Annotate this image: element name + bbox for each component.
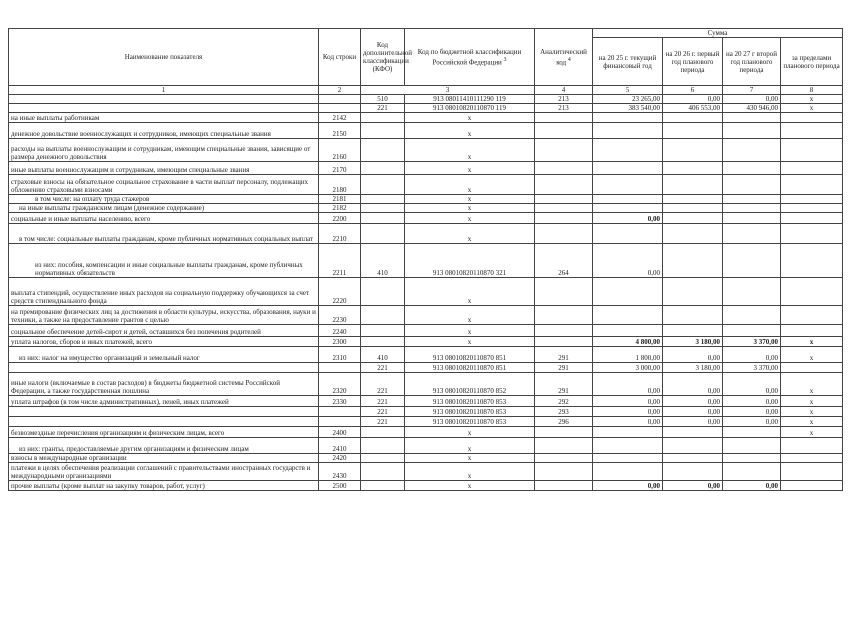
col-header-beyond: за пределами планового периода	[781, 38, 843, 86]
row-kfo	[361, 123, 405, 139]
row-sum-beyond: x	[781, 373, 843, 396]
row-sum-year-2	[663, 224, 723, 244]
table-row	[9, 417, 843, 427]
row-sum-year-2	[663, 306, 723, 325]
row-sum-beyond	[781, 162, 843, 175]
row-name: из них: пособия, компенсации и иные социальные выплаты гражданам, кроме публичных нормативных обязательств	[9, 244, 319, 278]
row-sum-beyond	[781, 463, 843, 481]
row-analytic-code: 296	[535, 417, 593, 427]
row-sum-year-2	[663, 325, 723, 337]
table-row	[9, 373, 843, 396]
row-analytic-code	[535, 195, 593, 204]
row-budget-code: x	[405, 306, 535, 325]
table-row	[9, 195, 843, 204]
row-kfo: 510	[361, 95, 405, 104]
row-sum-year-3	[723, 454, 781, 463]
row-sum-year-3	[723, 162, 781, 175]
col-num-4: 4	[535, 86, 593, 95]
row-analytic-code	[535, 325, 593, 337]
row-budget-code: 913 08010820110870 851	[405, 363, 535, 373]
row-sum-year-2: 0,00	[663, 347, 723, 363]
budget-table	[8, 28, 843, 491]
col-header-budget-code: Код по бюджетной классификации Российской Федерации $^3$	[405, 29, 535, 86]
row-sum-year-2	[663, 139, 723, 162]
col-num-2: 2	[319, 86, 361, 95]
row-sum-beyond	[781, 438, 843, 454]
row-name: на иные выплаты гражданским лицам (денежное содержание)	[9, 204, 319, 213]
row-sum-year-1: 0,00	[593, 481, 663, 491]
row-sum-year-1	[593, 438, 663, 454]
row-sum-year-3: 0,00	[723, 407, 781, 417]
row-sum-year-2	[663, 463, 723, 481]
row-line-code: 2310	[319, 347, 361, 363]
row-sum-year-3: 0,00	[723, 417, 781, 427]
row-sum-year-1	[593, 204, 663, 213]
row-name: безвозмездные перечисления организациям и физическим лицам, всего	[9, 427, 319, 438]
col-num-1: 1	[9, 86, 319, 95]
table-row	[9, 306, 843, 325]
row-sum-year-3: 3 370,00	[723, 337, 781, 347]
row-sum-year-1: 3 000,00	[593, 363, 663, 373]
row-sum-year-1	[593, 463, 663, 481]
row-line-code: 2182	[319, 204, 361, 213]
row-sum-year-3	[723, 325, 781, 337]
row-analytic-code	[535, 278, 593, 306]
row-name	[9, 95, 319, 104]
row-sum-beyond: x	[781, 407, 843, 417]
row-sum-year-1: 0,00	[593, 373, 663, 396]
row-name	[9, 417, 319, 427]
table-row	[9, 175, 843, 195]
row-sum-year-2: 0,00	[663, 95, 723, 104]
row-analytic-code	[535, 427, 593, 438]
row-name	[9, 104, 319, 113]
row-budget-code: 913 08011410111290 119	[405, 95, 535, 104]
row-analytic-code	[535, 224, 593, 244]
row-analytic-code	[535, 454, 593, 463]
row-budget-code: x	[405, 195, 535, 204]
row-budget-code: x	[405, 337, 535, 347]
table-row	[9, 213, 843, 224]
row-analytic-code	[535, 204, 593, 213]
row-name: в том числе: социальные выплаты гражданам, кроме публичных нормативных социальных выплат	[9, 224, 319, 244]
row-name: из них: налог на имущество организаций и земельный налог	[9, 347, 319, 363]
row-sum-year-2: 0,00	[663, 396, 723, 407]
row-sum-year-1	[593, 454, 663, 463]
budget-table-page	[8, 28, 842, 491]
row-name: в том числе: на оплату труда стажеров	[9, 195, 319, 204]
row-sum-beyond	[781, 481, 843, 491]
row-budget-code: 913 08010820110870 852	[405, 373, 535, 396]
row-sum-year-2	[663, 123, 723, 139]
table-row	[9, 363, 843, 373]
row-analytic-code: 292	[535, 396, 593, 407]
row-budget-code: x	[405, 113, 535, 123]
row-sum-year-3: 0,00	[723, 373, 781, 396]
row-sum-year-3: 0,00	[723, 481, 781, 491]
row-kfo: 410	[361, 244, 405, 278]
row-kfo	[361, 162, 405, 175]
table-row	[9, 347, 843, 363]
row-line-code: 2170	[319, 162, 361, 175]
row-sum-year-2: 0,00	[663, 373, 723, 396]
row-line-code	[319, 363, 361, 373]
row-name: взносы в международные организации	[9, 454, 319, 463]
table-row	[9, 438, 843, 454]
row-line-code: 2150	[319, 123, 361, 139]
row-sum-year-1	[593, 195, 663, 204]
row-sum-year-3	[723, 463, 781, 481]
row-sum-year-1: 1 800,00	[593, 347, 663, 363]
row-name: социальные и иные выплаты населению, всего	[9, 213, 319, 224]
table-row	[9, 123, 843, 139]
row-line-code: 2410	[319, 438, 361, 454]
table-row	[9, 427, 843, 438]
col-header-year-2: на 20 26 г. первый год планового периода	[663, 38, 723, 86]
row-budget-code: 913 08010820110870 853	[405, 417, 535, 427]
row-name: выплата стипендий, осуществление иных расходов на социальную поддержку обучающихся за счет средств стипендиального фонда	[9, 278, 319, 306]
row-line-code: 2420	[319, 454, 361, 463]
row-sum-year-3	[723, 306, 781, 325]
row-sum-beyond: x	[781, 347, 843, 363]
row-sum-year-3	[723, 139, 781, 162]
row-name	[9, 407, 319, 417]
row-analytic-code	[535, 175, 593, 195]
row-name: на премирование физических лиц за достижения в области культуры, искусства, образования, науки и техники, а также на предоставление грантов с целью	[9, 306, 319, 325]
row-sum-year-1	[593, 306, 663, 325]
row-sum-beyond: x	[781, 427, 843, 438]
row-sum-year-3	[723, 278, 781, 306]
table-row	[9, 204, 843, 213]
row-analytic-code: 213	[535, 95, 593, 104]
table-row	[9, 396, 843, 407]
row-sum-year-1: 0,00	[593, 417, 663, 427]
row-kfo: 410	[361, 347, 405, 363]
row-sum-year-1	[593, 427, 663, 438]
row-sum-year-3: 0,00	[723, 396, 781, 407]
row-kfo: 221	[361, 104, 405, 113]
row-sum-year-2	[663, 162, 723, 175]
row-sum-beyond	[781, 244, 843, 278]
row-name: иные выплаты военнослужащим и сотрудникам, имеющим специальные звания	[9, 162, 319, 175]
row-budget-code: x	[405, 224, 535, 244]
col-header-sum: Сумма	[593, 29, 843, 38]
row-sum-beyond	[781, 213, 843, 224]
col-header-kfo: Код дополнительной классификации (КФО)	[361, 29, 405, 86]
row-kfo	[361, 224, 405, 244]
row-kfo	[361, 195, 405, 204]
row-sum-year-1: 4 800,00	[593, 337, 663, 347]
row-sum-beyond	[781, 175, 843, 195]
row-line-code: 2142	[319, 113, 361, 123]
row-sum-year-1	[593, 224, 663, 244]
row-line-code: 2180	[319, 175, 361, 195]
row-name: уплата налогов, сборов и иных платежей, всего	[9, 337, 319, 347]
row-sum-year-3	[723, 213, 781, 224]
col-header-name: Наименование показателя	[9, 29, 319, 86]
row-sum-year-3: 430 946,00	[723, 104, 781, 113]
row-analytic-code	[535, 162, 593, 175]
row-budget-code: x	[405, 278, 535, 306]
row-analytic-code	[535, 139, 593, 162]
row-sum-year-3	[723, 113, 781, 123]
row-name: на иные выплаты работникам	[9, 113, 319, 123]
row-budget-code: 913 08010820110870 119	[405, 104, 535, 113]
row-line-code	[319, 407, 361, 417]
row-kfo	[361, 175, 405, 195]
row-sum-year-3	[723, 224, 781, 244]
row-sum-year-1: 0,00	[593, 244, 663, 278]
row-sum-year-2: 3 180,00	[663, 363, 723, 373]
row-line-code: 2230	[319, 306, 361, 325]
row-line-code: 2500	[319, 481, 361, 491]
row-sum-year-1	[593, 139, 663, 162]
table-row	[9, 454, 843, 463]
row-kfo	[361, 113, 405, 123]
table-row	[9, 337, 843, 347]
row-budget-code: 913 08010820110870 321	[405, 244, 535, 278]
table-row	[9, 407, 843, 417]
row-line-code: 2240	[319, 325, 361, 337]
col-header-year-3: на 20 27 г второй год планового периода	[723, 38, 781, 86]
row-budget-code: x	[405, 123, 535, 139]
row-sum-beyond	[781, 454, 843, 463]
table-row	[9, 325, 843, 337]
row-name: расходы на выплаты военнослужащим и сотрудникам, имеющим специальные звания, зависящие от размера денежного довольствия	[9, 139, 319, 162]
row-kfo	[361, 139, 405, 162]
row-analytic-code: 291	[535, 363, 593, 373]
row-analytic-code: 291	[535, 373, 593, 396]
row-sum-year-2	[663, 454, 723, 463]
row-sum-year-3: 3 370,00	[723, 363, 781, 373]
row-sum-year-1	[593, 162, 663, 175]
row-sum-year-2	[663, 113, 723, 123]
row-name: из них: гранты, предоставляемые другим организациям и физическим лицам	[9, 438, 319, 454]
table-row	[9, 139, 843, 162]
row-kfo	[361, 213, 405, 224]
row-analytic-code	[535, 463, 593, 481]
row-budget-code: 913 08010820110870 851	[405, 347, 535, 363]
row-sum-year-1	[593, 123, 663, 139]
row-kfo	[361, 325, 405, 337]
row-sum-year-2	[663, 278, 723, 306]
row-sum-year-1: 383 540,00	[593, 104, 663, 113]
row-sum-year-2: 0,00	[663, 407, 723, 417]
row-line-code: 2200	[319, 213, 361, 224]
row-sum-year-3	[723, 123, 781, 139]
row-sum-year-3	[723, 175, 781, 195]
row-sum-year-2: 3 180,00	[663, 337, 723, 347]
row-analytic-code	[535, 113, 593, 123]
row-sum-year-1: 0,00	[593, 396, 663, 407]
row-sum-year-3: 0,00	[723, 347, 781, 363]
row-budget-code: x	[405, 213, 535, 224]
row-sum-year-3	[723, 195, 781, 204]
row-name: иные налоги (включаемые в состав расходов) в бюджеты бюджетной системы Российской Федерации, а также государственная пошлина	[9, 373, 319, 396]
row-sum-year-1	[593, 278, 663, 306]
row-budget-code: x	[405, 463, 535, 481]
row-sum-beyond	[781, 123, 843, 139]
row-sum-year-1: 0,00	[593, 407, 663, 417]
row-line-code: 2430	[319, 463, 361, 481]
row-sum-year-2	[663, 213, 723, 224]
row-budget-code: x	[405, 325, 535, 337]
row-sum-year-2	[663, 195, 723, 204]
row-budget-code: x	[405, 438, 535, 454]
row-kfo: 221	[361, 396, 405, 407]
row-sum-year-1	[593, 113, 663, 123]
row-line-code	[319, 95, 361, 104]
table-row	[9, 95, 843, 104]
row-analytic-code	[535, 337, 593, 347]
row-kfo: 221	[361, 417, 405, 427]
row-line-code	[319, 104, 361, 113]
row-analytic-code	[535, 306, 593, 325]
row-sum-beyond	[781, 113, 843, 123]
row-sum-year-3	[723, 204, 781, 213]
row-kfo	[361, 337, 405, 347]
row-line-code: 2220	[319, 278, 361, 306]
col-header-line-code: Код строки	[319, 29, 361, 86]
row-sum-year-2	[663, 175, 723, 195]
row-kfo: 221	[361, 373, 405, 396]
row-sum-year-3	[723, 438, 781, 454]
row-kfo	[361, 306, 405, 325]
row-analytic-code: 291	[535, 347, 593, 363]
row-name: денежное довольствие военнослужащих и сотрудников, имеющих специальные звания	[9, 123, 319, 139]
row-kfo	[361, 278, 405, 306]
row-sum-year-2: 406 553,00	[663, 104, 723, 113]
row-analytic-code: 293	[535, 407, 593, 417]
row-line-code: 2320	[319, 373, 361, 396]
row-line-code: 2300	[319, 337, 361, 347]
row-sum-beyond	[781, 139, 843, 162]
row-sum-year-2: 0,00	[663, 481, 723, 491]
row-budget-code: x	[405, 454, 535, 463]
row-sum-year-2	[663, 427, 723, 438]
col-num-7: 7	[723, 86, 781, 95]
row-kfo: 221	[361, 363, 405, 373]
row-kfo	[361, 204, 405, 213]
row-line-code: 2181	[319, 195, 361, 204]
row-sum-beyond	[781, 306, 843, 325]
col-num-3: 3	[361, 86, 535, 95]
row-line-code: 2330	[319, 396, 361, 407]
row-sum-year-3	[723, 244, 781, 278]
row-analytic-code	[535, 481, 593, 491]
col-header-year-1: на 20 25 г. текущий финансовый год	[593, 38, 663, 86]
table-row	[9, 481, 843, 491]
row-analytic-code	[535, 438, 593, 454]
col-num-5: 5	[593, 86, 663, 95]
row-budget-code: 913 08010820110870 853	[405, 407, 535, 417]
row-sum-beyond	[781, 325, 843, 337]
row-sum-beyond: x	[781, 95, 843, 104]
row-sum-beyond: x	[781, 104, 843, 113]
row-budget-code: 913 08010820110870 853	[405, 396, 535, 407]
row-analytic-code: 213	[535, 104, 593, 113]
row-name: прочие выплаты (кроме выплат на закупку товаров, работ, услуг)	[9, 481, 319, 491]
table-row	[9, 104, 843, 113]
row-name: страховые взносы на обязательное социальное страхование в части выплат персоналу, подлежащих обложению страховыми взносами	[9, 175, 319, 195]
row-kfo	[361, 454, 405, 463]
col-header-analytic: Аналитический код $^4$	[535, 29, 593, 86]
row-sum-beyond	[781, 278, 843, 306]
row-sum-year-2	[663, 204, 723, 213]
row-sum-year-3: 0,00	[723, 95, 781, 104]
row-sum-year-1	[593, 175, 663, 195]
row-analytic-code	[535, 123, 593, 139]
row-sum-year-2: 0,00	[663, 417, 723, 427]
row-kfo: 221	[361, 407, 405, 417]
table-row	[9, 244, 843, 278]
row-budget-code: x	[405, 162, 535, 175]
row-kfo	[361, 481, 405, 491]
row-sum-year-1	[593, 325, 663, 337]
col-num-6: 6	[663, 86, 723, 95]
row-name: уплата штрафов (в том числе административных), пеней, иных платежей	[9, 396, 319, 407]
table-row	[9, 162, 843, 175]
row-sum-year-2	[663, 244, 723, 278]
row-sum-beyond	[781, 224, 843, 244]
row-line-code: 2210	[319, 224, 361, 244]
row-budget-code: x	[405, 204, 535, 213]
row-budget-code: x	[405, 175, 535, 195]
row-name: социальное обеспечение детей-сирот и детей, оставшихся без попечения родителей	[9, 325, 319, 337]
row-sum-year-1: 0,00	[593, 213, 663, 224]
row-sum-beyond: x	[781, 396, 843, 407]
row-sum-year-3	[723, 427, 781, 438]
row-sum-year-1: 23 265,00	[593, 95, 663, 104]
col-num-8: 8	[781, 86, 843, 95]
row-line-code	[319, 417, 361, 427]
row-sum-year-2	[663, 438, 723, 454]
table-row	[9, 113, 843, 123]
row-kfo	[361, 463, 405, 481]
row-sum-beyond	[781, 363, 843, 373]
table-row	[9, 224, 843, 244]
row-line-code: 2211	[319, 244, 361, 278]
row-kfo	[361, 438, 405, 454]
row-name	[9, 363, 319, 373]
row-sum-beyond	[781, 195, 843, 204]
row-kfo	[361, 427, 405, 438]
row-sum-beyond: x	[781, 337, 843, 347]
row-line-code: 2160	[319, 139, 361, 162]
row-budget-code: x	[405, 481, 535, 491]
row-analytic-code: 264	[535, 244, 593, 278]
row-sum-beyond	[781, 204, 843, 213]
row-sum-beyond: x	[781, 417, 843, 427]
row-name: платежи в целях обеспечения реализации соглашений с правительствами иностранных государств и международными организациями	[9, 463, 319, 481]
table-row	[9, 463, 843, 481]
table-row	[9, 278, 843, 306]
row-line-code: 2400	[319, 427, 361, 438]
row-budget-code: x	[405, 427, 535, 438]
row-budget-code: x	[405, 139, 535, 162]
row-analytic-code	[535, 213, 593, 224]
